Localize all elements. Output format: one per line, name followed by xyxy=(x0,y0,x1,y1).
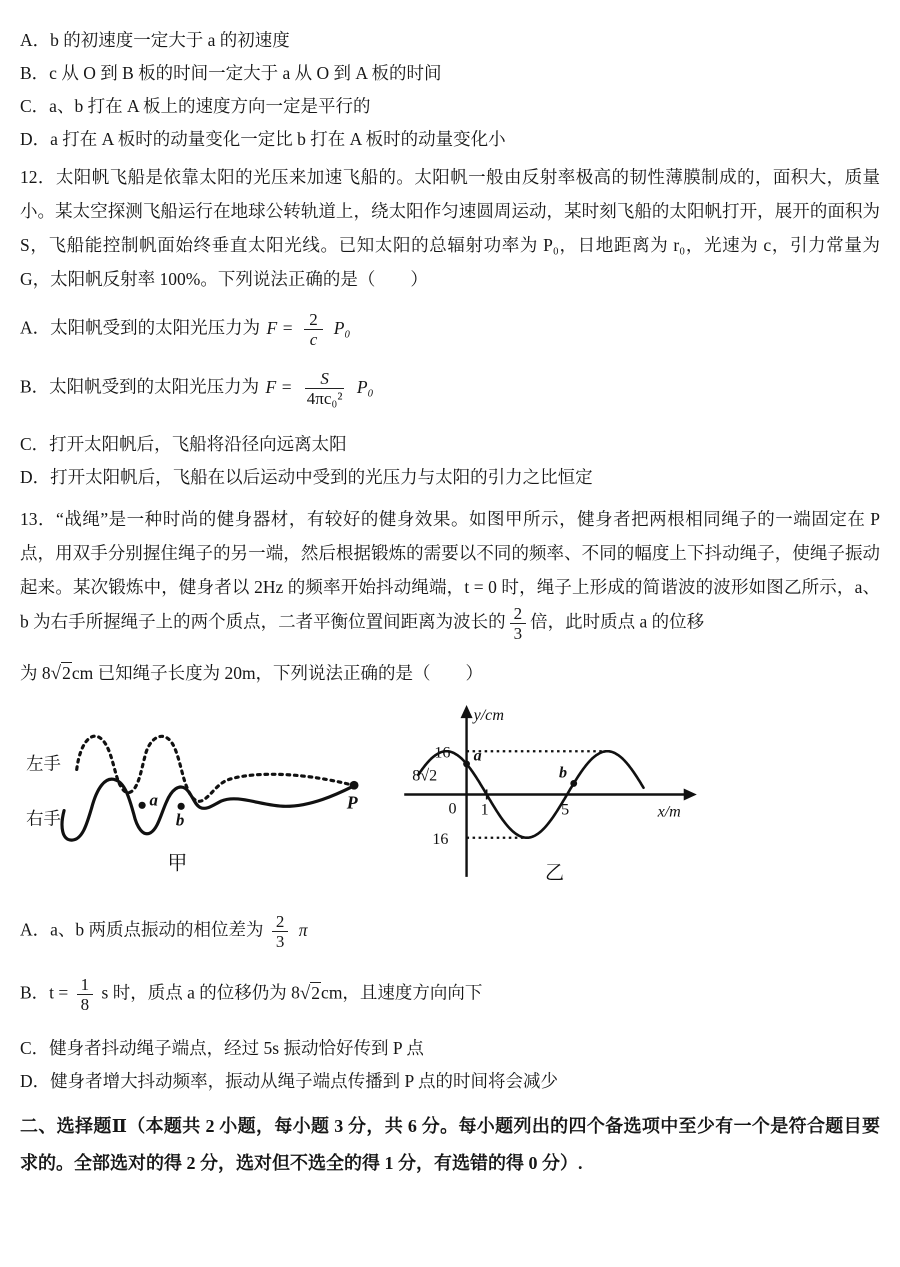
origin-label: 0 xyxy=(448,800,457,818)
figure-yi-waveform-graph xyxy=(398,704,700,890)
point-b-label: b xyxy=(175,810,185,830)
q12-option-b-var: F = xyxy=(265,376,293,397)
q12-option-b-post: P₀ xyxy=(356,376,374,397)
q12-option-a xyxy=(20,310,880,349)
y-tick-16-top: 16 xyxy=(434,744,451,762)
x-tick-1: 1 xyxy=(480,801,489,819)
q12-option-b xyxy=(20,369,880,408)
right-hand-label: 右手 xyxy=(26,808,61,829)
q12-stem: 12．太阳帆飞船是依靠太阳的光压来加速飞船的。太阳帆一般由反射率极高的韧性薄膜制成的，面积大，质量小。某太空探测飞船运行在地球公转轨道上，绕太阳作匀速圆周运动，某时刻飞船的太阳帆打开，展开的面积为 S，飞船能控制帆面始终垂直太阳光线。已知太阳的总辐射功率为 P₀，日地距离为 r₀，光速为 c，引力常量为 G，太阳帆反射率 100%。下列说法正确的是（ ） xyxy=(20,167,880,289)
q13-stem-post: cm 已知绳子长度为 20m，下列说法正确的是（ ） xyxy=(71,663,484,684)
q12-option-b-fraction xyxy=(303,369,347,408)
q11-option-b: B．c 从 O 到 B 板的时间一定大于 a 从 O 到 A 板的时间 xyxy=(20,63,442,83)
q12-option-b-text: B．太阳帆受到的太阳光压力为 xyxy=(20,376,260,397)
q11-option-c: C．a、b 打在 A 板上的速度方向一定是平行的 xyxy=(20,96,371,116)
q12-option-a-post: P₀ xyxy=(333,317,351,338)
q13-stem xyxy=(20,502,880,643)
q11-option-d: D．a 打在 A 板时的动量变化一定比 b 打在 A 板时的动量变化小 xyxy=(20,129,506,149)
q12-option-c: C．打开太阳帆后，飞船将沿径向远离太阳 xyxy=(20,434,347,455)
radicand: 2 xyxy=(311,982,321,1003)
figure-jia-caption: 甲 xyxy=(167,852,188,875)
fraction-denominator: 3 xyxy=(513,624,523,644)
q12-option-a-var: F = xyxy=(266,317,294,338)
rope-solid-path xyxy=(62,779,353,840)
q13-option-b xyxy=(20,975,880,1014)
q13-option-b-post: cm，且速度方向向下 xyxy=(321,982,483,1003)
y-tick-8sqrt2: 8√2 xyxy=(412,767,438,785)
q13-option-a-text: A．a、b 两质点振动的相位差为 xyxy=(20,919,264,940)
fraction-denominator: 4πc₀² xyxy=(306,389,343,409)
q13-option-b-text: B．t = xyxy=(20,982,69,1003)
figure-yi-caption: 乙 xyxy=(544,863,565,885)
q13-stem-fraction xyxy=(510,604,527,643)
sqrt-expression xyxy=(51,663,72,683)
section-2-heading: 二、选择题Ⅱ（本题共 2 小题，每小题 3 分，共 6 分。每小题列出的四个备选项中至少有一个是符合题目要求的。全部选对的得 2 分，选对但不选全的得 1 分，有选错的得 0 分）. xyxy=(20,1116,880,1174)
fraction-numerator: 1 xyxy=(77,975,94,995)
y-tick-16-bottom: 16 xyxy=(432,830,449,848)
point-a-label: a xyxy=(149,790,158,810)
left-hand-label: 左手 xyxy=(26,753,61,774)
q13-figure xyxy=(24,704,880,890)
q13-stem-line2 xyxy=(20,657,880,690)
wave-point-a-dot xyxy=(463,761,470,768)
q12-option-a-fraction xyxy=(304,310,324,349)
q12-option-a-text: A．太阳帆受到的太阳光压力为 xyxy=(20,317,261,338)
point-b-dot xyxy=(178,803,185,810)
fraction-denominator: c xyxy=(309,330,318,350)
rope-dotted-path xyxy=(77,736,353,801)
wave-point-b-dot xyxy=(570,780,577,787)
wave-point-a-label: a xyxy=(473,747,482,765)
fraction-numerator: S xyxy=(305,369,345,389)
radical-sign: √ xyxy=(50,663,62,685)
fraction-numerator: 2 xyxy=(272,912,289,932)
q12-option-d: D．打开太阳帆后，飞船在以后运动中受到的光压力与太阳的引力之比恒定 xyxy=(20,467,593,488)
q13-stem-pre: 为 8 xyxy=(20,663,51,684)
x-tick-5: 5 xyxy=(561,801,570,819)
q13-option-b-fraction xyxy=(77,975,94,1014)
fraction-numerator: 2 xyxy=(304,310,324,330)
q13-option-a xyxy=(20,912,880,951)
y-axis-arrow xyxy=(461,705,473,718)
radicand: 2 xyxy=(62,663,71,684)
x-axis-label: x/m xyxy=(657,803,681,821)
y-axis-label: y/cm xyxy=(473,707,504,725)
figure-jia-rope-sketch xyxy=(24,704,372,876)
q13-stem-part2: 倍，此时质点 a 的位移 xyxy=(530,611,705,632)
sqrt-expression xyxy=(300,983,321,1003)
q13-option-a-post: π xyxy=(298,919,308,940)
point-a-dot xyxy=(139,802,146,809)
fraction-denominator: 3 xyxy=(275,932,285,952)
fraction-denominator: 8 xyxy=(80,995,90,1015)
q11-option-a: A．b 的初速度一定大于 a 的初速度 xyxy=(20,30,290,50)
x-axis-arrow xyxy=(684,789,697,801)
wave-point-b-label: b xyxy=(559,764,568,782)
point-p-dot xyxy=(350,781,359,790)
fraction-numerator: 2 xyxy=(510,604,527,624)
radical-sign: √ xyxy=(299,982,311,1004)
q13-stem-part1: 13．“战绳”是一种时尚的健身器材，有较好的健身效果。如图甲所示，健身者把两根相同绳子的一端固定在 P 点，用双手分别握住绳子的另一端，然后根据锻炼的需要以不同的频率、不同的幅度上下抖动绳子，使绳子振动起来。某次锻炼中，健身者以 2Hz 的频率开始抖动绳端，t = 0 时，绳子上形成的简谐波的波形如图乙所示，a、b 为右手所握绳子上的两个质点，二者平衡位置间距离为波长的 xyxy=(20,509,880,632)
point-p-label: P xyxy=(346,792,358,813)
q13-option-a-fraction xyxy=(272,912,289,951)
q13-option-d: D．健身者增大抖动频率，振动从绳子端点传播到 P 点的时间将会减少 xyxy=(20,1071,558,1092)
q13-option-c: C．健身者抖动绳子端点，经过 5s 振动恰好传到 P 点 xyxy=(20,1038,424,1059)
q13-option-b-mid: s 时，质点 a 的位移仍为 8 xyxy=(101,982,300,1003)
